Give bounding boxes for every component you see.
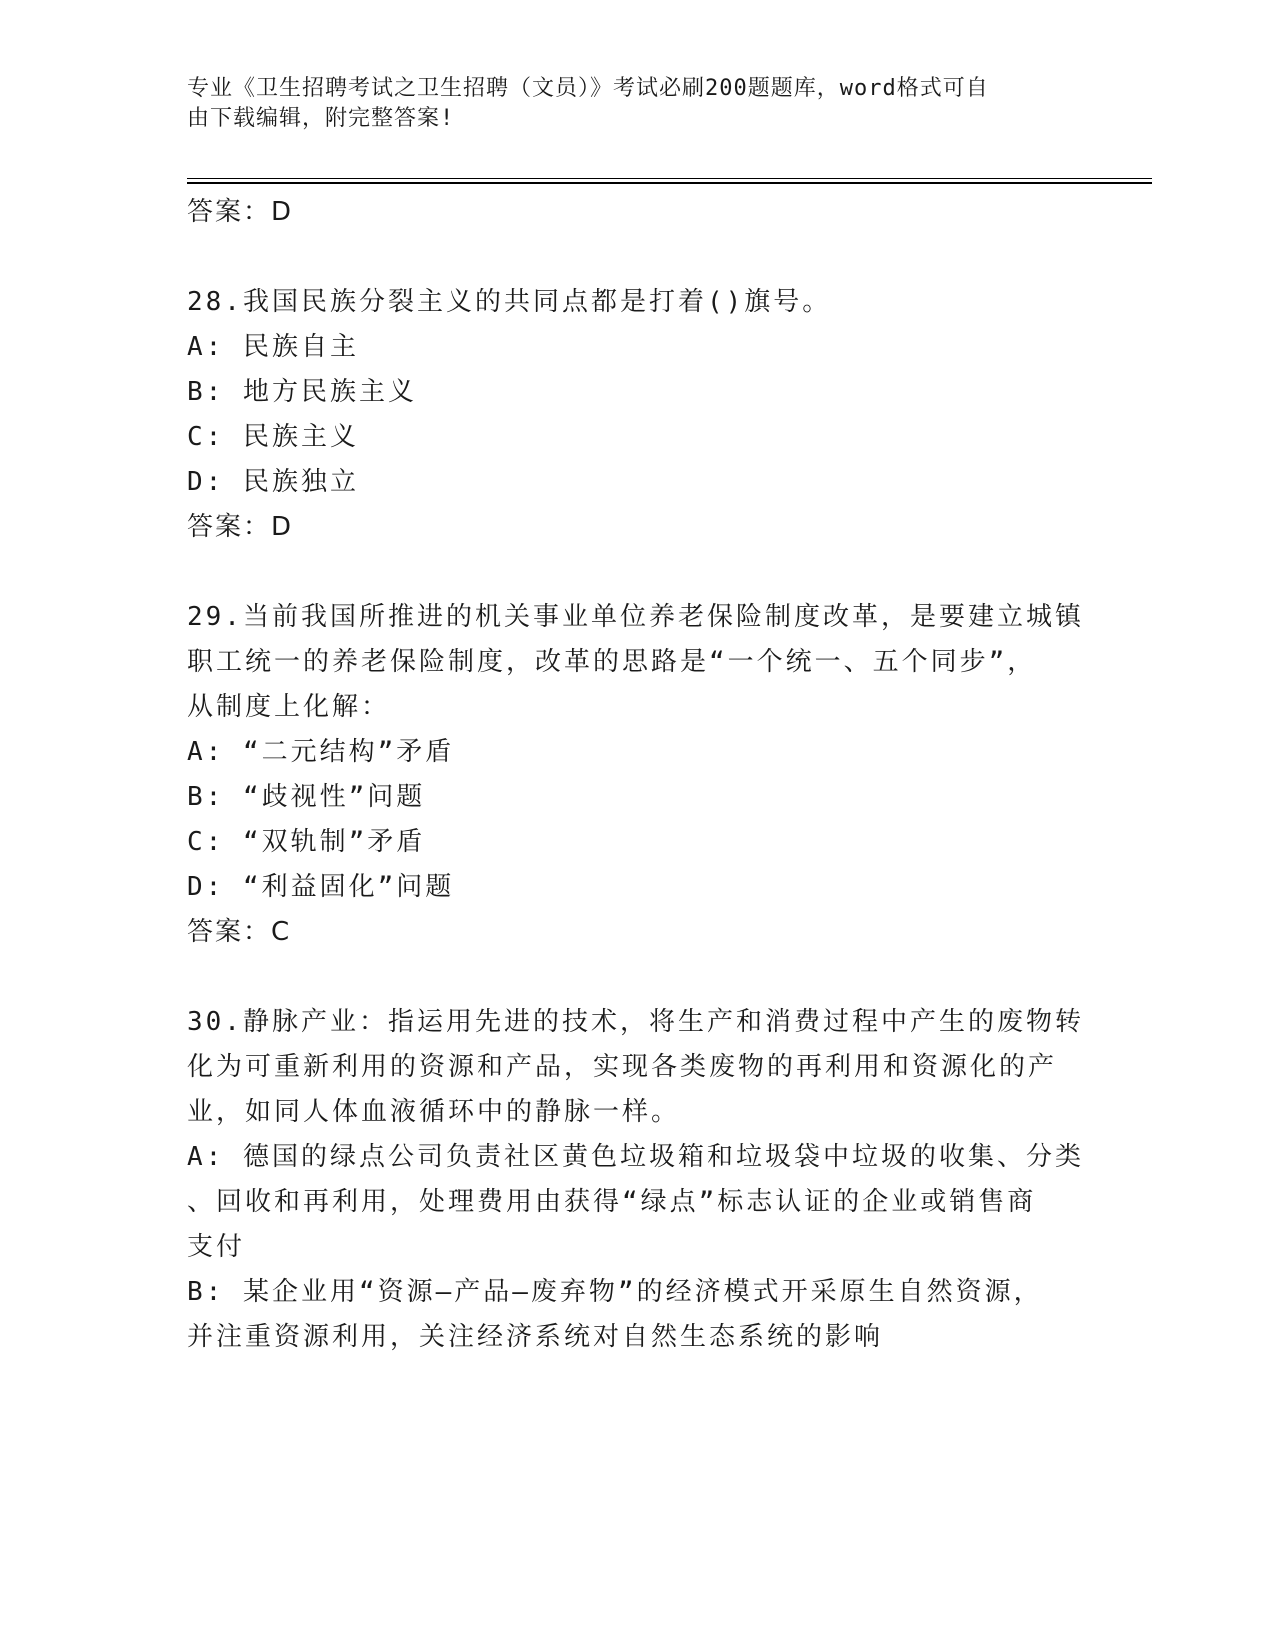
option-a-line-1: A: 德国的绿点公司负责社区黄色垃圾箱和垃圾袋中垃圾的收集、分类 [187, 1142, 1084, 1172]
option-c: C: 民族主义 [187, 422, 359, 452]
spacer [187, 955, 1092, 1000]
question-stem-line-3: 业，如同人体血液循环中的静脉一样。 [187, 1097, 681, 1127]
spacer [187, 235, 1092, 280]
header-rule-thick [187, 182, 1152, 184]
option-a: A: 民族自主 [187, 332, 359, 362]
question-29 [187, 595, 1092, 955]
option-a: A: “二元结构”矛盾 [187, 737, 455, 767]
option-b-line-1: B: 某企业用“资源—产品—废弃物”的经济模式开采原生自然资源， [187, 1277, 1043, 1307]
option-b-line-2: 并注重资源利用，关注经济系统对自然生态系统的影响 [187, 1322, 884, 1352]
spacer [187, 550, 1092, 595]
option-b: B: 地方民族主义 [187, 377, 417, 407]
question-stem-line-2: 化为可重新利用的资源和产品，实现各类废物的再利用和资源化的产 [187, 1052, 1058, 1082]
answer-line: 答案：D [187, 197, 294, 227]
document-header [187, 74, 1067, 134]
question-30 [187, 1000, 1092, 1360]
option-d: D: “利益固化”问题 [187, 872, 455, 902]
header-rule-thin [187, 178, 1152, 179]
question-content [187, 190, 1092, 1360]
header-line-2: 由下载编辑，附完整答案! [187, 106, 455, 131]
question-stem: 28.我国民族分裂主义的共同点都是打着()旗号。 [187, 287, 832, 317]
question-28 [187, 280, 1092, 550]
option-a-line-3: 支付 [187, 1232, 246, 1262]
question-stem-line-1: 30.静脉产业：指运用先进的技术，将生产和消费过程中产生的废物转 [187, 1007, 1084, 1037]
answer-line: 答案：D [187, 512, 294, 542]
question-stem-line-3: 从制度上化解： [187, 692, 391, 722]
answer-line: 答案：C [187, 917, 292, 947]
option-d: D: 民族独立 [187, 467, 359, 497]
option-a-line-2: 、回收和再利用，处理费用由获得“绿点”标志认证的企业或销售商 [187, 1187, 1037, 1217]
header-line-1: 专业《卫生招聘考试之卫生招聘（文员）》考试必刷200题题库，word格式可自 [187, 76, 989, 101]
option-b: B: “歧视性”问题 [187, 782, 426, 812]
question-stem-line-2: 职工统一的养老保险制度，改革的思路是“一个统一、五个同步”， [187, 647, 1037, 677]
question-stem-line-1: 29.当前我国所推进的机关事业单位养老保险制度改革，是要建立城镇 [187, 602, 1084, 632]
option-c: C: “双轨制”矛盾 [187, 827, 426, 857]
